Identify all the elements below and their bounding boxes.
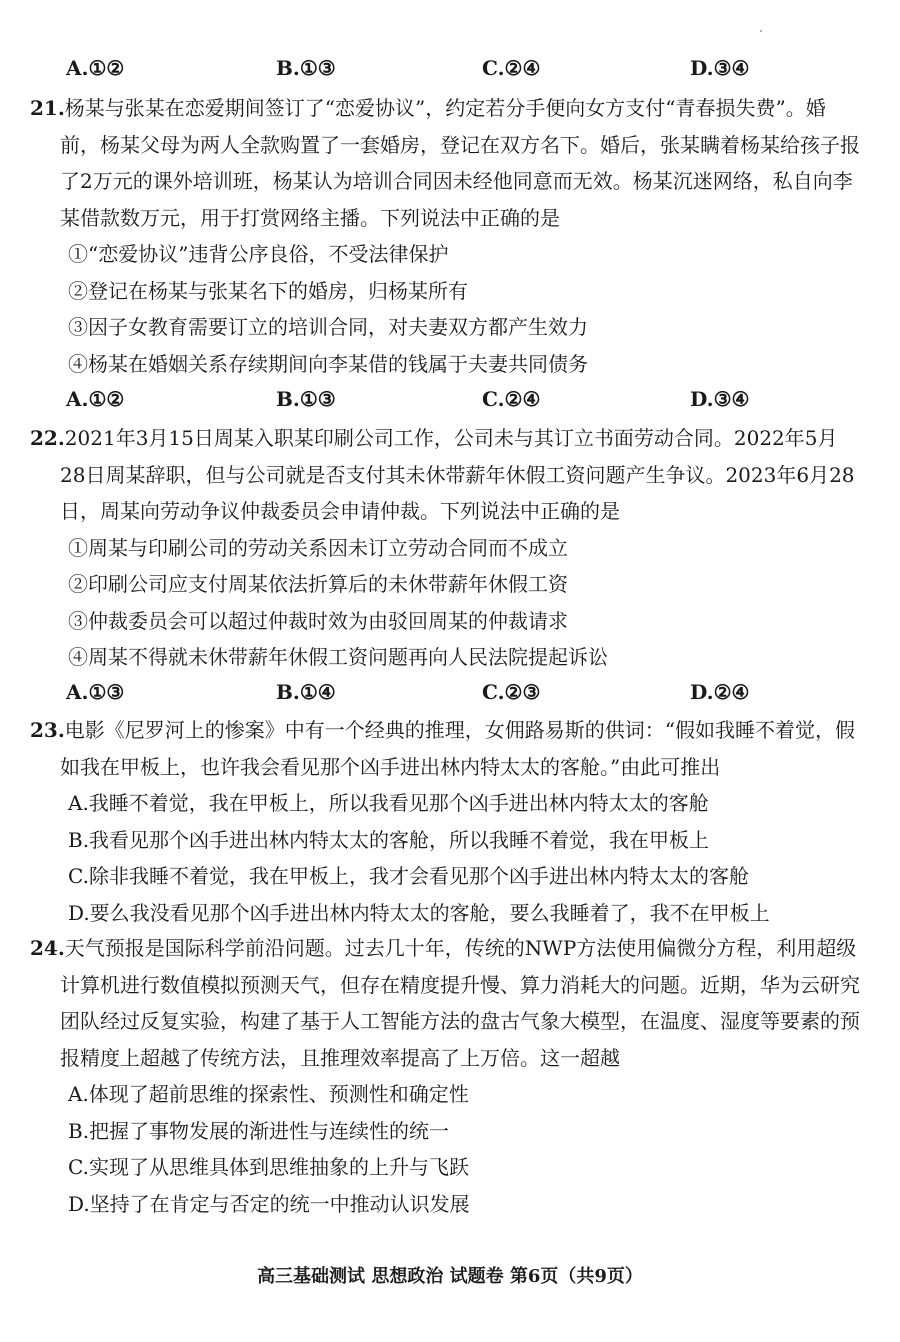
statement-item: ②登记在杨某与张某名下的婚房，归杨某所有 xyxy=(68,278,468,303)
question-number: 21. xyxy=(30,96,65,120)
question-number: 22. xyxy=(30,426,65,450)
choice-d: D.坚持了在肯定与否定的统一中推动认识发展 xyxy=(68,1191,470,1216)
question-text: 杨某与张某在恋爱期间签订了“恋爱协议”，约定若分手便向女方支付“青春损失费”。婚前，杨某父母为两人全款购置了一套婚房，登记在双方名下。婚后，张某瞒着杨某给孩子报了2万元的课外培训班，杨某认为培训合同因未经他同意而无效。杨某沉迷网络，私自向李某借款数万元，用于打赏网络主播。下列说法中正确的是 xyxy=(60,96,860,230)
option-c: C.②④ xyxy=(482,387,541,411)
option-c: C.②③ xyxy=(482,680,541,704)
choice-d: D.要么我没看见那个凶手进出林内特太太的客舱，要么我睡着了，我不在甲板上 xyxy=(68,900,770,925)
page-footer: 高三基础测试 思想政治 试题卷 第6页（共9页） xyxy=(257,1266,643,1287)
question-text: 电影《尼罗河上的惨案》中有一个经典的推理，女佣路易斯的供词：“假如我睡不着觉，假如我在甲板上，也许我会看见那个凶手进出林内特太太的客舱。”由此可推出 xyxy=(60,718,856,779)
option-d: D.②④ xyxy=(690,680,750,704)
question-stem xyxy=(30,90,860,236)
question-stem xyxy=(30,930,860,1076)
question-stem xyxy=(30,712,860,785)
option-b: B.①③ xyxy=(276,56,336,80)
option-a: A.①② xyxy=(66,387,125,411)
option-c: C.②④ xyxy=(482,56,541,80)
statement-item: ④杨某在婚姻关系存续期间向李某借的钱属于夫妻共同债务 xyxy=(68,351,588,376)
question-24 xyxy=(30,930,860,1222)
choice-c: C.除非我睡不着觉，我在甲板上，我才会看见那个凶手进出林内特太太的客舱 xyxy=(68,864,749,888)
question-23 xyxy=(30,712,860,931)
question-text: 2021年3月15日周某入职某印刷公司工作，公司未与其订立书面劳动合同。2022年5月28日周某辞职，但与公司就是否支付其未休带薪年休假工资问题产生争议。2023年6月28日，周某向劳动争议仲裁委员会申请仲裁。下列说法中正确的是 xyxy=(60,426,855,523)
choice-a: A.我睡不着觉，我在甲板上，所以我看见那个凶手进出林内特太太的客舱 xyxy=(68,791,709,815)
choice-a: A.体现了超前思维的探索性、预测性和确定性 xyxy=(68,1082,469,1106)
option-d: D.③④ xyxy=(690,387,750,411)
statement-item: ④周某不得就未休带薪年休假工资问题再向人民法院提起诉讼 xyxy=(68,645,608,669)
statement-item: ①周某与印刷公司的劳动关系因未订立劳动合同而不成立 xyxy=(68,535,568,560)
statement-item: ②印刷公司应支付周某依法折算后的未休带薪年休假工资 xyxy=(68,572,568,596)
question-text: 天气预报是国际科学前沿问题。过去几十年，传统的NWP方法使用偏微分方程，利用超级计算机进行数值模拟预测天气，但存在精度提升慢、算力消耗大的问题。近期，华为云研究团队经过反复实验，构建了基于人工智能方法的盘古气象大模型，在温度、湿度等要素的预报精度上超越了传统方法，且推理效率提高了上万倍。这一超越 xyxy=(60,936,860,1070)
question-21 xyxy=(30,90,860,382)
statement-item: ③仲裁委员会可以超过仲裁时效为由驳回周某的仲裁请求 xyxy=(68,608,568,633)
question-number: 23. xyxy=(30,718,65,742)
option-d: D.③④ xyxy=(690,56,750,80)
scan-dot xyxy=(760,30,762,32)
question-22 xyxy=(30,420,860,676)
statement-item: ①“恋爱协议”违背公序良俗，不受法律保护 xyxy=(68,242,449,266)
choice-b: B.我看见那个凶手进出林内特太太的客舱，所以我睡不着觉，我在甲板上 xyxy=(68,827,710,852)
option-b: B.①③ xyxy=(276,387,336,411)
question-number: 24. xyxy=(30,936,65,960)
option-a: A.①② xyxy=(66,56,125,80)
q21-options-row xyxy=(0,387,900,423)
statement-item: ③因子女教育需要订立的培训合同，对夫妻双方都产生效力 xyxy=(68,315,588,339)
option-b: B.①④ xyxy=(276,680,336,704)
top-options-row xyxy=(0,56,900,92)
choice-c: C.实现了从思维具体到思维抽象的上升与飞跃 xyxy=(68,1155,469,1179)
choice-b: B.把握了事物发展的渐进性与连续性的统一 xyxy=(68,1118,450,1143)
question-stem xyxy=(30,420,860,530)
q22-options-row xyxy=(0,680,900,716)
option-a: A.①③ xyxy=(66,680,125,704)
